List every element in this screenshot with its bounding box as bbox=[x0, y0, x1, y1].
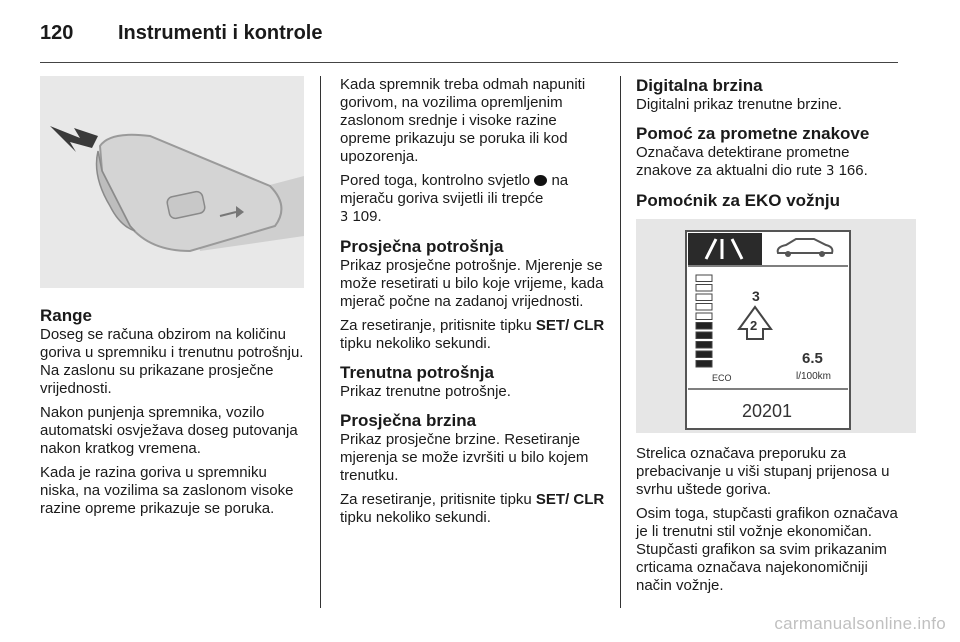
warning-text-b: na mjeraču goriva svijetli ili trepće bbox=[340, 172, 569, 207]
odometer-value: 20201 bbox=[742, 401, 793, 421]
column-divider-2 bbox=[620, 76, 621, 608]
eco-display bbox=[636, 219, 916, 433]
eco-bar-segment bbox=[696, 361, 712, 368]
set-clr-key: SET/ CLR bbox=[535, 491, 605, 508]
warning-text-a: Pored toga, kontrolno svjetlo bbox=[340, 172, 531, 189]
warning-light-paragraph bbox=[340, 172, 610, 227]
page-ref-109[interactable]: 109. bbox=[352, 208, 382, 225]
page-header bbox=[40, 14, 920, 54]
eco-display-illustration bbox=[636, 219, 916, 433]
eco-bar-text: Osim toga, stupčasti grafikon označava je li trenutni stil vožnje ekonomičan. Stupčasti grafikon sa svim prikazanim crticama označava najekonomičniji način vožnje. bbox=[636, 505, 898, 594]
column-3 bbox=[636, 76, 906, 601]
current-consumption-text: Prikaz trenutne potrošnje. bbox=[340, 383, 511, 400]
eco-bar-segment bbox=[696, 332, 712, 339]
average-consumption-text: Prikaz prosječne potrošnje. Mjerenje se može resetirati u bilo koje vrijeme, kada mjerač počne na zadanoj vrijednosti. bbox=[340, 257, 604, 310]
stalk-illustration bbox=[40, 76, 304, 288]
turn-signal-stalk-icon bbox=[40, 76, 304, 288]
traffic-sign-text bbox=[636, 144, 906, 181]
heading-traffic-sign-assist: Pomoć za prometne znakove bbox=[636, 124, 870, 143]
range-paragraph-1: Doseg se računa obzirom na količinu goriva u spremniku i trenutnu potrošnju. Na zaslonu su prikazane prosječne vrijednosti. bbox=[40, 326, 304, 397]
average-speed-text: Prikaz prosječne brzine. Resetiranje mjerenja se može izvršiti u bilo kojem trenutku. bbox=[340, 431, 589, 484]
column-1 bbox=[40, 76, 308, 524]
average-speed-reset bbox=[340, 491, 610, 527]
consumption-unit: l/100km bbox=[796, 371, 832, 382]
traffic-sign-desc: Označava detektirane prometne znakove za aktualni dio rute bbox=[636, 144, 850, 179]
eco-bar-segment bbox=[696, 342, 712, 349]
heading-average-consumption: Prosječna potrošnja bbox=[340, 237, 504, 256]
reset-text-a: Za resetiranje, pritisnite tipku bbox=[340, 317, 532, 334]
range-paragraph-2: Nakon punjenja spremnika, vozilo automatski osvježava doseg putovanja nakon kratkog vremena. bbox=[40, 404, 298, 457]
watermark: carmanualsonline.info bbox=[774, 614, 946, 633]
refuel-paragraph: Kada spremnik treba odmah napuniti gorivom, na vozilima opremljenim zaslonom srednje i visoke razine opreme prikazuju se poruka ili kod upozorenja. bbox=[340, 76, 586, 165]
eco-bar-segment bbox=[696, 323, 712, 330]
column-divider-1 bbox=[320, 76, 321, 608]
page-title: Instrumenti i kontrole bbox=[118, 22, 323, 44]
digital-speed-text: Digitalni prikaz trenutne brzine. bbox=[636, 96, 842, 113]
reset-text-b: tipku nekoliko sekundi. bbox=[340, 509, 491, 526]
gear-up-number: 3 bbox=[752, 288, 760, 304]
heading-eco-assist: Pomoćnik za EKO vožnju bbox=[636, 191, 841, 210]
column-2 bbox=[340, 76, 610, 533]
set-clr-key: SET/ CLR bbox=[535, 317, 605, 334]
gear-current-number: 2 bbox=[750, 318, 758, 333]
reset-text-b: tipku nekoliko sekundi. bbox=[340, 335, 491, 352]
eco-bar-segment bbox=[696, 313, 712, 320]
eco-bar-segment bbox=[696, 275, 712, 282]
eco-bar-segment bbox=[696, 285, 712, 292]
heading-range: Range bbox=[40, 306, 92, 325]
fuel-warning-light-icon bbox=[534, 175, 547, 186]
heading-digital-speed: Digitalna brzina bbox=[636, 76, 763, 95]
range-paragraph-3: Kada je razina goriva u spremniku niska, na vozilima sa zaslonom visoke razine opreme prikazuje se poruka. bbox=[40, 464, 294, 517]
header-rule bbox=[40, 62, 898, 63]
reset-text-a: Za resetiranje, pritisnite tipku bbox=[340, 491, 532, 508]
page-number: 120 bbox=[40, 22, 74, 44]
page-ref-166[interactable]: 166. bbox=[838, 162, 868, 179]
consumption-value: 6.5 bbox=[802, 350, 823, 367]
average-consumption-reset bbox=[340, 317, 610, 353]
heading-average-speed: Prosječna brzina bbox=[340, 411, 477, 430]
eco-bar-segment bbox=[696, 294, 712, 301]
heading-current-consumption: Trenutna potrošnja bbox=[340, 363, 494, 382]
page-ref-icon: 3 bbox=[340, 210, 349, 225]
eco-label: ECO bbox=[712, 373, 732, 383]
eco-arrow-text: Strelica označava preporuku za prebacivanje u viši stupanj prijenosa u svrhu uštede goriva. bbox=[636, 445, 890, 498]
eco-bar-segment bbox=[696, 304, 712, 311]
page-ref-icon: 3 bbox=[826, 164, 835, 179]
lane-assist-icon bbox=[688, 233, 762, 265]
eco-bar-segment bbox=[696, 351, 712, 358]
